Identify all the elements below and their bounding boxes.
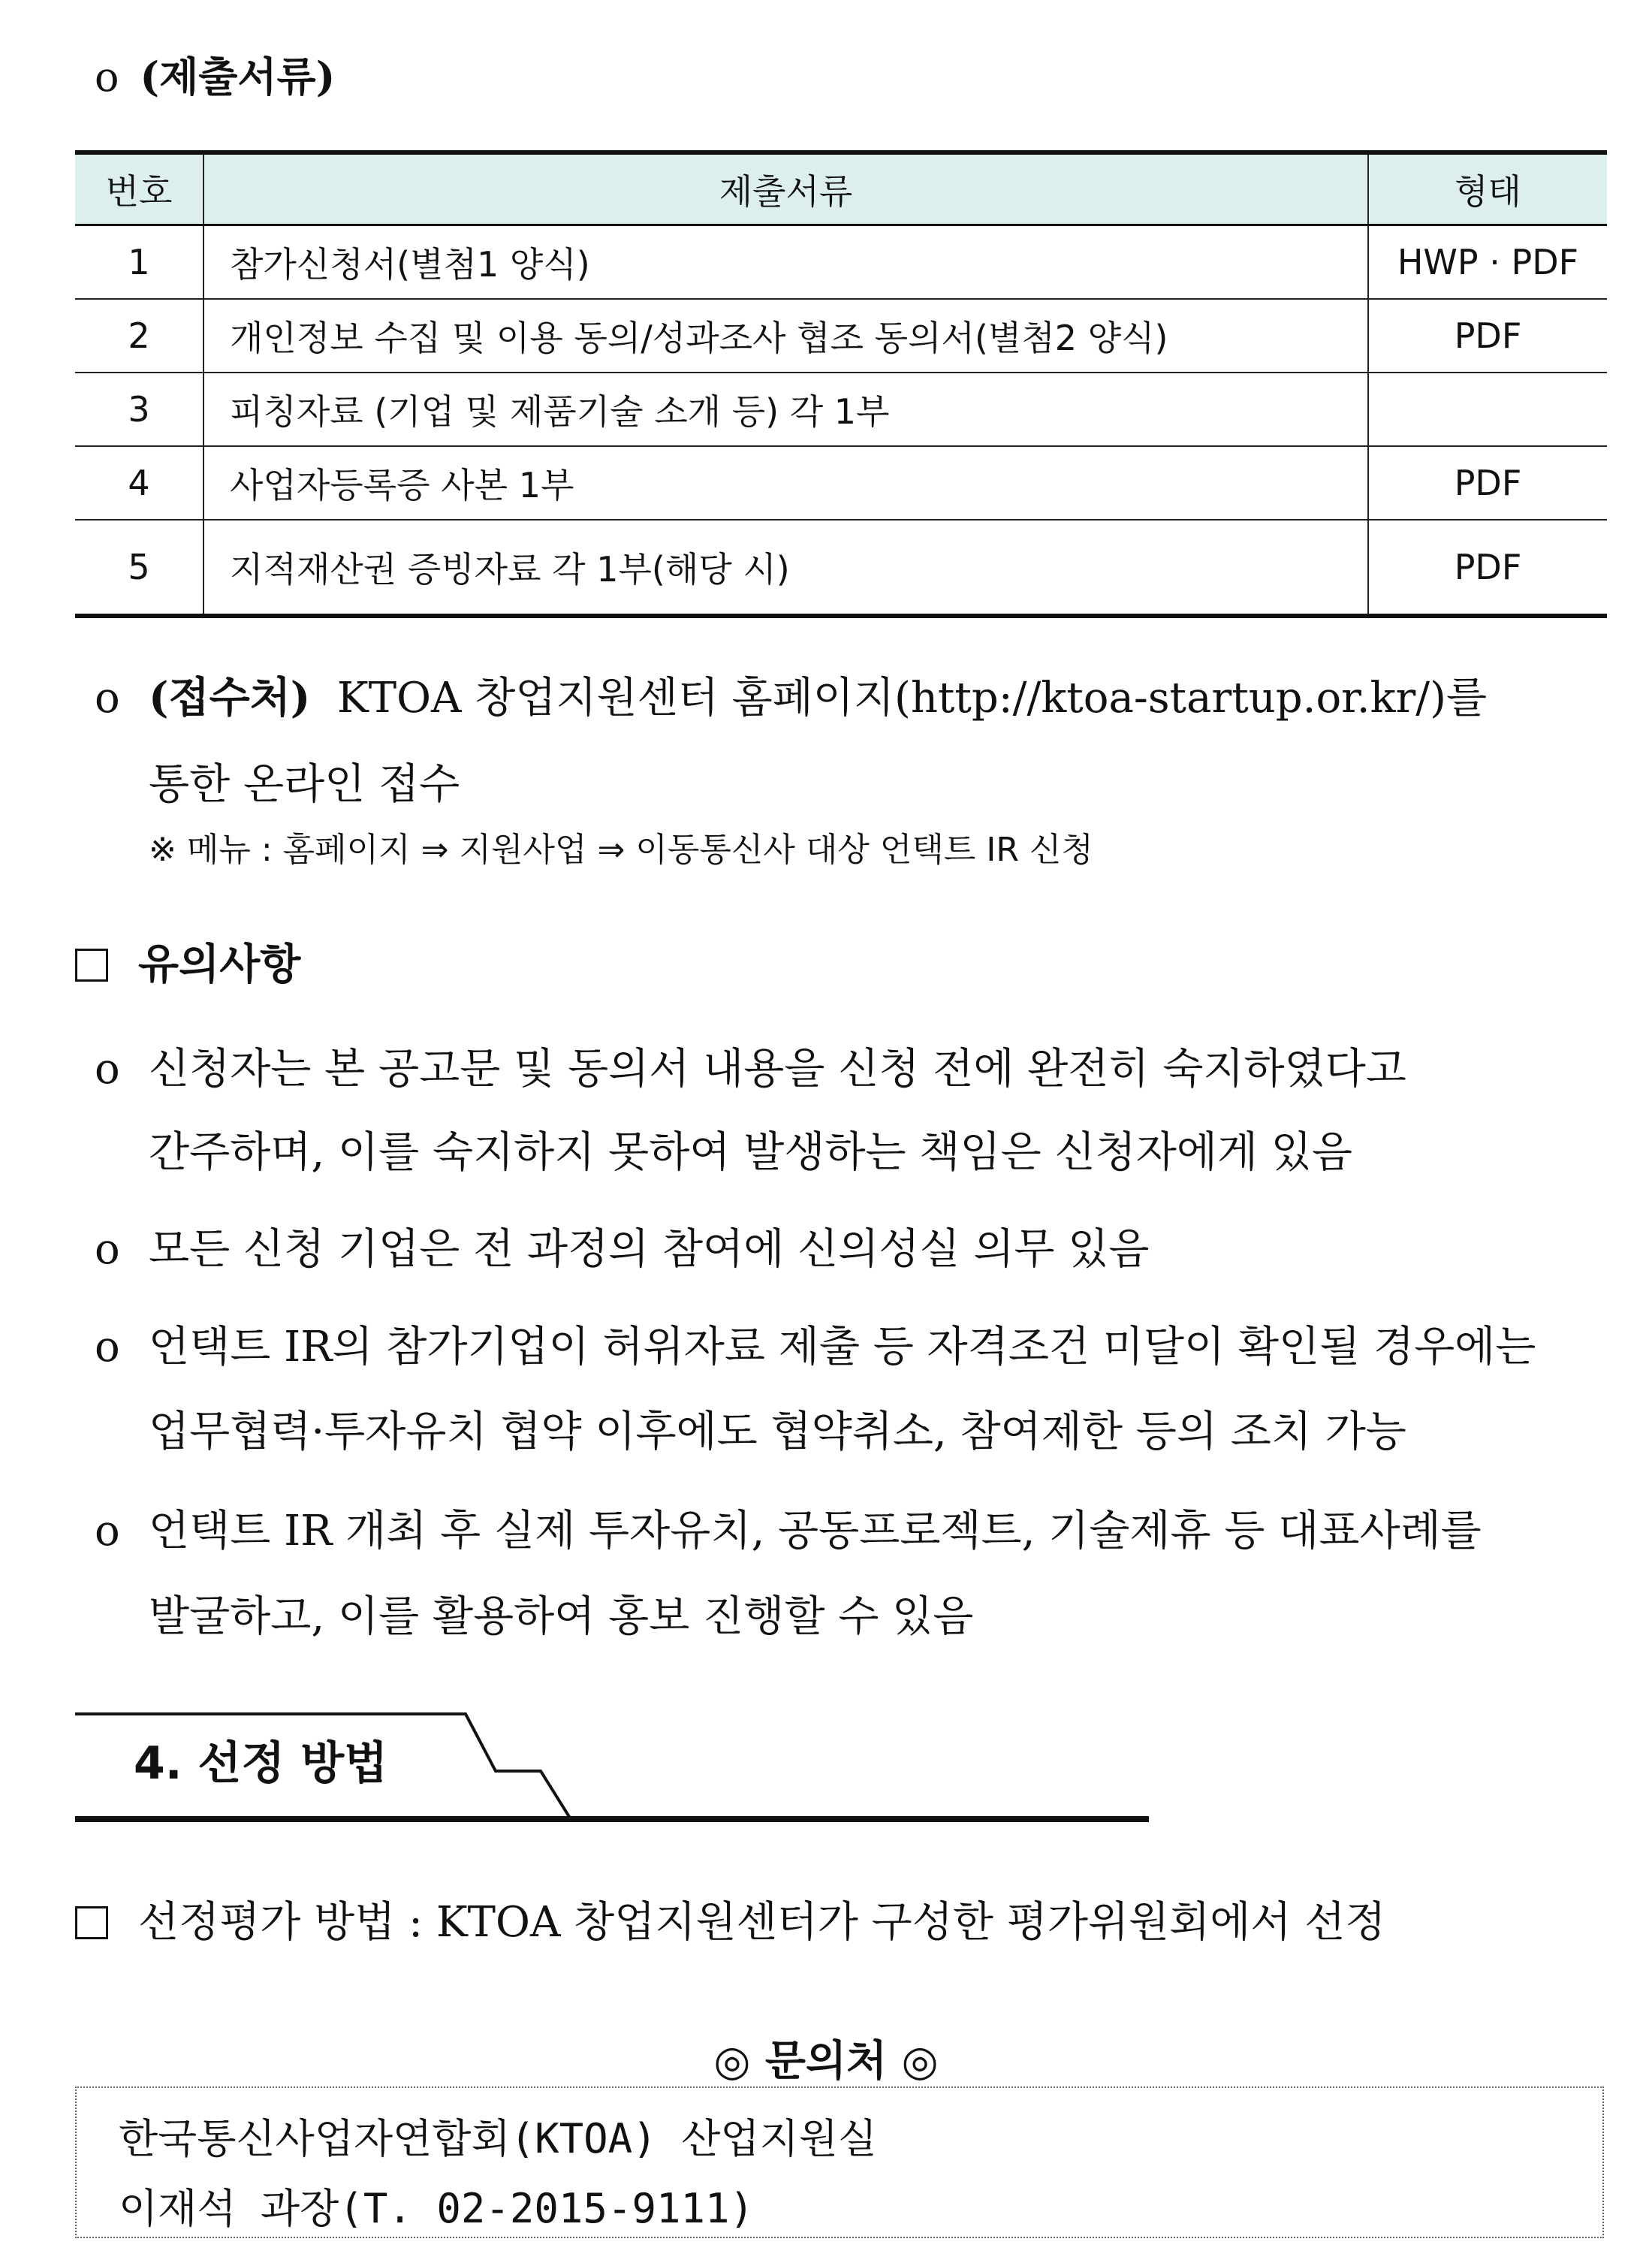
bullet: o [95,53,119,101]
note-item-4 [95,1495,1482,1568]
table-row [75,299,1607,373]
note-item-3 [95,1311,1536,1384]
reception-line-2: 통한 온라인 접수 [149,760,460,809]
cell-type: PDF [1368,299,1607,373]
cell-no: 5 [75,520,203,616]
note-item-text: 모든 신청 기업은 전 과정의 참여에 신의성실 의무 있음 [149,1225,1150,1274]
note-item-text: 신청자는 본 공고문 및 동의서 내용을 신청 전에 완전히 숙지하였다고 [149,1045,1406,1094]
bullet: o [95,674,120,723]
selection-method [75,1889,1385,1949]
cell-no: 2 [75,299,203,373]
reception-line-1 [95,661,1487,735]
cell-type [1368,373,1607,446]
note-item-3-cont: 업무협력·투자유치 협약 이후에도 협약취소, 참여제한 등의 조치 가능 [149,1408,1406,1456]
note-item-text: 언택트 IR의 참가기업이 허위자료 제출 등 자격조건 미달이 확인될 경우에는 [149,1323,1536,1371]
table-row [75,446,1607,520]
cell-no: 3 [75,373,203,446]
cell-type: PDF [1368,520,1607,616]
checkbox-icon [75,949,108,982]
table-header-row [75,152,1607,225]
cell-no: 1 [75,225,203,300]
cell-doc: 개인정보 수집 및 이용 동의/성과조사 협조 동의서(별첨2 양식) [203,299,1368,373]
cell-no: 4 [75,446,203,520]
bullet: o [95,1225,120,1274]
table-row [75,225,1607,300]
header-doc: 제출서류 [203,152,1368,225]
contact-title: ◎ 문의처 ◎ [713,2036,939,2086]
notes-section-heading [75,931,300,991]
reception-menu-note: ※ 메뉴 : 홈페이지 ⇒ 지원사업 ⇒ 이동통신사 대상 언택트 IR 신청 [149,831,1093,869]
contact-org: 한국통신사업자연합회(KTOA) 산업지원실 [119,2115,878,2162]
header-type: 형태 [1368,152,1607,225]
note-item-2 [95,1213,1150,1287]
table-row [75,373,1607,446]
reception-label: (접수처) [149,673,311,723]
note-item-1 [95,1033,1406,1106]
cell-type: HWP · PDF [1368,225,1607,300]
cell-doc: 참가신청서(별첨1 양식) [203,225,1368,300]
note-item-4-cont: 발굴하고, 이를 활용하여 홍보 진행할 수 있음 [149,1592,974,1641]
reception-text: KTOA 창업지원센터 홈페이지(http://ktoa-startup.or.kr/)를 [336,674,1488,723]
selection-method-text: 선정평가 방법 : KTOA 창업지원센터가 구성한 평가위원회에서 선정 [138,1898,1386,1947]
note-item-1-cont: 간주하며, 이를 숙지하지 못하여 발생하는 책임은 신청자에게 있음 [149,1128,1352,1177]
selection-heading: 4. 선정 방법 [134,1737,388,1790]
submission-docs-table [75,150,1607,618]
notes-section-title: 유의사항 [138,940,301,989]
submission-docs-heading [95,45,335,103]
bullet: o [95,1045,120,1094]
cell-type: PDF [1368,446,1607,520]
header-no: 번호 [75,152,203,225]
table-row [75,520,1607,616]
cell-doc: 지적재산권 증빙자료 각 1부(해당 시) [203,520,1368,616]
contact-person: 이재석 과장(T. 02-2015-9111) [119,2185,755,2232]
cell-doc: 피칭자료 (기업 및 제품기술 소개 등) 각 1부 [203,373,1368,446]
bullet: o [95,1323,120,1371]
note-item-text: 언택트 IR 개최 후 실제 투자유치, 공동프로젝트, 기술제휴 등 대표사례를 [149,1507,1482,1555]
bullet: o [95,1507,120,1555]
checkbox-icon [75,1906,108,1939]
cell-doc: 사업자등록증 사본 1부 [203,446,1368,520]
submission-docs-title: (제출서류) [140,53,336,101]
